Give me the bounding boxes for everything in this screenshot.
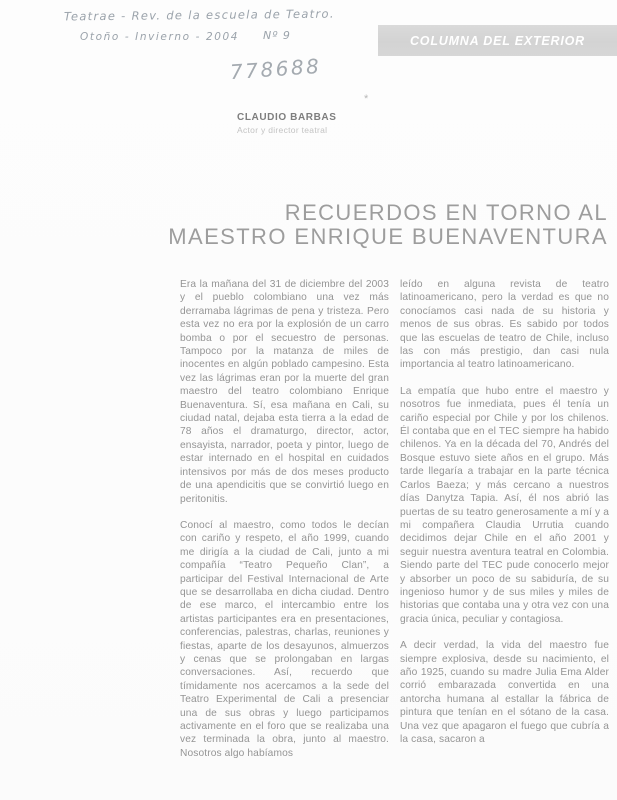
paragraph: leído en alguna revista de teatro latinoamericano, pero la verdad es que no conocíamos casi nada de su historia y menos de sus obras. Es sabido por todos que las escuelas de teatro de Chile, incluso las con más prestigio, dan casi nula importancia al teatro latinoamericano. bbox=[400, 279, 609, 371]
paragraph: A decir verdad, la vida del maestro fue siempre explosiva, desde su nacimiento, el año 1925, cuando su madre Julia Ema Alder corrió embarazada convertida en una antorcha humana al estallar la fábrica de pintura que tenían en el sótano de la casa. Una vez que apagaron el fuego que cubría a la casa, sacaron a bbox=[400, 640, 609, 745]
section-banner bbox=[378, 25, 617, 56]
footnote-asterisk: * bbox=[364, 93, 369, 105]
article-title-line2: MAESTRO ENRIQUE BUENAVENTURA bbox=[168, 224, 608, 250]
author-role: Actor y director teatral bbox=[237, 125, 328, 135]
handwritten-issue-number: Nº 9 bbox=[263, 29, 291, 42]
handwritten-season-note: Otoño - Invierno - 2004 bbox=[80, 31, 240, 43]
paragraph: La empatía que hubo entre el maestro y nosotros fue inmediata, pues él tenía un cariño especial por Chile y por los chilenos. Él contaba que en el TEC siempre ha habido chilenos. Ya en la década del 70, Andrés del Bosque estuvo siete años en el grupo. Más tarde llegaría a trabajar en la parte técnica Carlos Baeza; y más cercano a nuestros días Danytza Tapia. Así, él nos abrió las puertas de su teatro generosamente a mí y a mi compañera Claudia Urrutia cuando decidimos dejar Chile en el año 2001 y seguir nuestra aventura teatral en Colombia. Siendo parte del TEC pude conocerlo mejor y absorber un poco de su sabiduría, de su ingenioso humor y de sus miles y miles de historias que contaba una y otra vez con una gracia única, peculiar y contagiosa. bbox=[400, 385, 609, 625]
right-column bbox=[400, 278, 609, 773]
section-banner-label: COLUMNA DEL EXTERIOR bbox=[409, 33, 586, 48]
article-body bbox=[180, 278, 609, 773]
article-title-line1: RECUERDOS EN TORNO AL bbox=[284, 200, 608, 225]
handwritten-catalog-note: Teatrae - Rev. de la escuela de Teatro. bbox=[63, 6, 335, 24]
paragraph: Era la mañana del 31 de diciembre del 2003 y el pueblo colombiano una vez más derramaba lágrimas de pena y tristeza. Pero esta vez no era por la explosión de un carro bomba o por el secuestro de personas. Tampoco por la matanza de miles de inocentes en algún poblado campesino. Esta vez las lágrimas eran por la muerte del gran maestro del teatro colombiano Enrique Buenaventura. Sí, esa mañana en Cali, su ciudad natal, dejaba esta tierra a la edad de 78 años el dramaturgo, director, actor, ensayista, narrador, poeta y pintor, luego de estar internado en el hospital en cuidados intensivos por más de dos meses producto de una apendicitis que se convirtió luego en peritonitis. bbox=[180, 279, 389, 505]
left-column bbox=[180, 278, 389, 773]
handwritten-inventory-number: 778688 bbox=[229, 53, 323, 85]
paragraph: Conocí al maestro, como todos le decían con cariño y respeto, el año 1999, cuando me dirigía a la ciudad de Cali, junto a mi compañía “Teatro Pequeño Clan”, a participar del Festival Internacional de Arte que se desarrollaba en dicha ciudad. Dentro de ese marco, el intercambio entre los artistas participantes era en presentaciones, conferencias, palestras, charlas, reuniones y fiestas, aparte de los desayunos, almuerzos y cenas que se prolongaban en largas conversaciones. Así, recuerdo que tímidamente nos acercamos a la sede del Teatro Experimental de Cali a presenciar una de sus obras y luego participamos activamente en el foro que se realizaba una vez terminada la obra, junto al maestro. Nosotros algo habíamos bbox=[180, 519, 389, 759]
author-block bbox=[237, 112, 337, 135]
article-title bbox=[90, 201, 608, 249]
author-name: CLAUDIO BARBAS bbox=[237, 112, 337, 123]
